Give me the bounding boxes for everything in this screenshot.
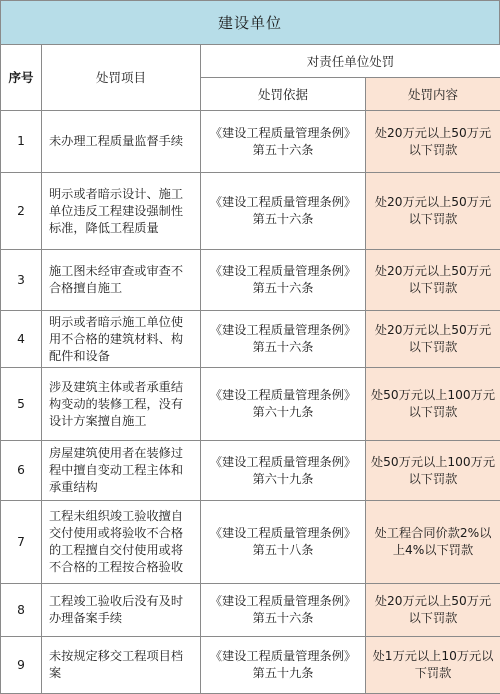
row-seq: 5 — [1, 368, 42, 441]
row-item: 未办理工程质量监督手续 — [42, 111, 201, 173]
table-row — [1, 501, 500, 584]
row-seq: 8 — [1, 584, 42, 637]
row-basis: 《建设工程质量管理条例》第五十六条 — [201, 311, 366, 368]
table-row — [1, 173, 500, 250]
row-seq: 9 — [1, 637, 42, 694]
row-basis: 《建设工程质量管理条例》第五十六条 — [201, 250, 366, 311]
row-item: 明示或者暗示施工单位使用不合格的建筑材料、构配件和设备 — [42, 311, 201, 368]
row-content: 处50万元以上100万元以下罚款 — [366, 368, 500, 441]
header-item: 处罚项目 — [42, 45, 201, 111]
row-item: 未按规定移交工程项目档案 — [42, 637, 201, 694]
row-basis: 《建设工程质量管理条例》第五十六条 — [201, 584, 366, 637]
row-seq: 1 — [1, 111, 42, 173]
row-content: 处1万元以上10万元以下罚款 — [366, 637, 500, 694]
header-seq: 序号 — [1, 45, 42, 111]
row-content: 处20万元以上50万元以下罚款 — [366, 111, 500, 173]
row-seq: 2 — [1, 173, 42, 250]
table-row — [1, 250, 500, 311]
table-row — [1, 311, 500, 368]
row-content: 处50万元以上100万元以下罚款 — [366, 441, 500, 501]
row-item: 施工图未经审查或审查不合格擅自施工 — [42, 250, 201, 311]
header-content: 处罚内容 — [366, 78, 500, 111]
table-row — [1, 441, 500, 501]
row-basis: 《建设工程质量管理条例》第五十九条 — [201, 637, 366, 694]
row-basis: 《建设工程质量管理条例》第五十八条 — [201, 501, 366, 584]
row-basis: 《建设工程质量管理条例》第五十六条 — [201, 173, 366, 250]
penalty-table — [0, 44, 500, 694]
row-basis: 《建设工程质量管理条例》第五十六条 — [201, 111, 366, 173]
header-basis: 处罚依据 — [201, 78, 366, 111]
table-row — [1, 584, 500, 637]
header-row-top — [1, 45, 500, 78]
table-row — [1, 111, 500, 173]
row-content: 处20万元以上50万元以下罚款 — [366, 173, 500, 250]
page-title: 建设单位 — [0, 0, 500, 45]
row-item: 工程未组织竣工验收擅自交付使用或将验收不合格的工程擅自交付使用或将不合格的工程按合格验收 — [42, 501, 201, 584]
row-item: 房屋建筑使用者在装修过程中擅自变动工程主体和承重结构 — [42, 441, 201, 501]
row-basis: 《建设工程质量管理条例》第六十九条 — [201, 368, 366, 441]
row-content: 处工程合同价款2%以上4%以下罚款 — [366, 501, 500, 584]
row-seq: 4 — [1, 311, 42, 368]
row-seq: 6 — [1, 441, 42, 501]
row-content: 处20万元以上50万元以下罚款 — [366, 250, 500, 311]
table-row — [1, 368, 500, 441]
row-seq: 7 — [1, 501, 42, 584]
row-content: 处20万元以上50万元以下罚款 — [366, 311, 500, 368]
row-item: 明示或者暗示设计、施工单位违反工程建设强制性标准，降低工程质量 — [42, 173, 201, 250]
header-group: 对责任单位处罚 — [201, 45, 500, 78]
row-item: 涉及建筑主体或者承重结构变动的装修工程，没有设计方案擅自施工 — [42, 368, 201, 441]
row-basis: 《建设工程质量管理条例》第六十九条 — [201, 441, 366, 501]
row-content: 处20万元以上50万元以下罚款 — [366, 584, 500, 637]
row-item: 工程竣工验收后没有及时办理备案手续 — [42, 584, 201, 637]
table-row — [1, 637, 500, 694]
row-seq: 3 — [1, 250, 42, 311]
